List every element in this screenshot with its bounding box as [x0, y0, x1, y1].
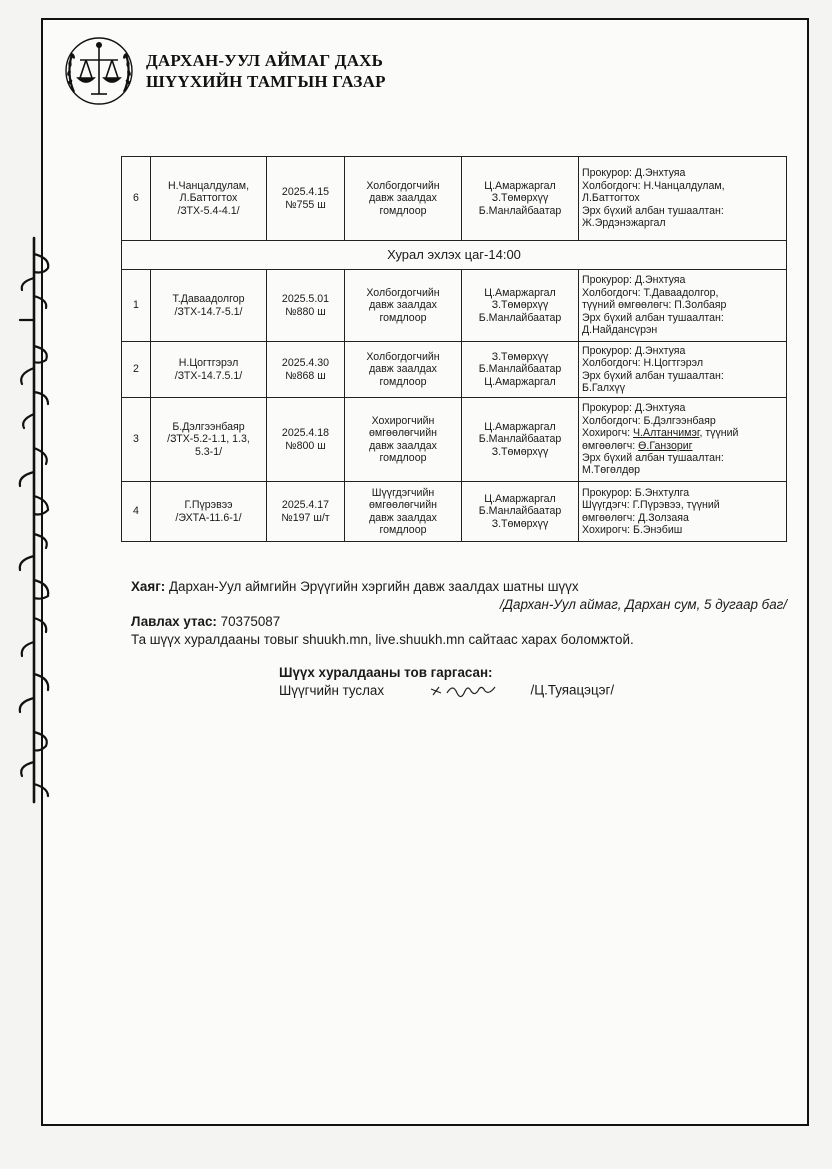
appeal-type-cell [345, 398, 462, 482]
appeal-type-line: Хохирогчийн [371, 414, 435, 427]
party-cell [151, 157, 267, 241]
attendees-line: Д.Найдансүрэн [582, 324, 658, 337]
attendees-cell [579, 342, 787, 398]
attendees-line: Хохирогч: Ч.Алтанчимэг, түүний [582, 427, 739, 440]
attendees-line: Эрх бүхий албан тушаалтан: [582, 311, 724, 324]
judges-line: Ц.Амаржаргал [484, 492, 556, 505]
case-ref-cell [267, 342, 345, 398]
party-cell [151, 342, 267, 398]
judges-cell [462, 482, 579, 542]
case-number-cell: 2 [122, 342, 151, 398]
judges-line: Ц.Амаржаргал [484, 375, 556, 388]
address-line [131, 578, 791, 596]
table-row [122, 482, 787, 542]
underlined-name: Ө.Ганзориг [638, 439, 693, 452]
attendees-line: өмгөөлөгч: Ө.Ганзориг [582, 439, 693, 452]
phone-label: Лавлах утас: [131, 614, 217, 629]
table-row [122, 157, 787, 241]
appeal-type-cell [345, 342, 462, 398]
appeal-type-line: Холбогдогчийн [366, 350, 440, 363]
signer-name: /Ц.Туяацэцэг/ [530, 682, 615, 698]
case-ref-line: №868 ш [285, 369, 326, 382]
party-line: Н.Чанцалдулам, [167, 179, 250, 192]
party-line: /ЗТХ-5.4-4.1/ [177, 204, 240, 217]
party-cell [151, 270, 267, 342]
organization-name [146, 50, 386, 92]
judges-line: Б.Манлайбаатар [478, 363, 562, 376]
case-ref-cell [267, 398, 345, 482]
attendees-line: өмгөөлөгч: Д.Золзаяа [582, 511, 689, 524]
appeal-type-line: давж заалдах [369, 439, 437, 452]
session-start-row [122, 241, 787, 270]
attendees-line: Эрх бүхий албан тушаалтан: [582, 451, 724, 464]
attendees-line: Прокурор: Д.Энхтуяа [582, 344, 686, 357]
appeal-type-line: өмгөөлөгчийн [369, 427, 437, 440]
case-number-cell: 1 [122, 270, 151, 342]
judges-line: Ц.Амаржаргал [484, 286, 556, 299]
mongolian-vertical-script-icon [4, 234, 60, 806]
case-ref-line: 2025.4.18 [281, 427, 330, 440]
appeal-type-line: гомдлоор [379, 523, 427, 536]
appeal-type-line: гомдлоор [379, 451, 427, 464]
attendees-line: түүний өмгөөлөгч: П.Золбаяр [582, 299, 727, 312]
appeal-type-line: гомдлоор [379, 311, 427, 324]
judges-line: З.Төмөрхүү [491, 445, 549, 458]
attendees-line: Эрх бүхий албан тушаалтан: [582, 369, 724, 382]
case-ref-line: №197 ш/т [281, 511, 330, 524]
case-number-cell: 3 [122, 398, 151, 482]
case-ref-line: №755 ш [285, 198, 326, 211]
attendees-line: Хохирогч: Б.Энэбиш [582, 523, 683, 536]
judges-line: З.Төмөрхүү [491, 299, 549, 312]
party-line: 5.3-1/ [194, 445, 223, 458]
party-cell [151, 482, 267, 542]
phone-value: 70375087 [220, 614, 281, 629]
attendees-cell [579, 157, 787, 241]
appeal-type-cell [345, 270, 462, 342]
judges-line: Б.Манлайбаатар [478, 433, 562, 446]
session-start-time: Хурал эхлэх цаг-14:00 [122, 241, 787, 270]
attendees-line: Прокурор: Д.Энхтуяа [582, 402, 686, 415]
signature-line [279, 681, 614, 701]
party-line: /ЗТХ-14.7-5.1/ [174, 305, 243, 318]
judges-line: Б.Манлайбаатар [478, 505, 562, 518]
attendees-line: Холбогдогч: Н.Чанцалдулам, [582, 179, 725, 192]
party-line: /ЭХТА-11.6-1/ [175, 511, 242, 524]
appeal-type-line: давж заалдах [369, 299, 437, 312]
case-ref-cell [267, 270, 345, 342]
website-note: Та шүүх хуралдааны товыг shuukh.mn, live.shuukh.mn сайтаас харах боломжтой. [131, 631, 634, 647]
appeal-type-line: Холбогдогчийн [366, 179, 440, 192]
attendees-cell [579, 398, 787, 482]
appeal-type-line: давж заалдах [369, 363, 437, 376]
appeal-type-cell [345, 482, 462, 542]
hearing-schedule-table [121, 156, 787, 542]
party-cell [151, 398, 267, 482]
attendees-line: Б.Галхүү [582, 381, 626, 394]
attendees-line: Л.Баттогтох [582, 192, 640, 205]
judges-line: З.Төмөрхүү [491, 517, 549, 530]
judges-line: З.Төмөрхүү [491, 192, 549, 205]
party-line: Л.Баттогтох [179, 192, 238, 205]
case-number-cell: 6 [122, 157, 151, 241]
attendees-line: Холбогдогч: Н.Цогтгэрэл [582, 357, 704, 370]
scales-of-justice-emblem-icon [60, 34, 138, 108]
attendees-line: М.Төгөлдөр [582, 464, 641, 477]
attendees-line: Холбогдогч: Т.Даваадолгор, [582, 286, 719, 299]
address-text: Дархан-Уул аймгийн Эрүүгийн хэргийн давж заалдах шатны шүүх [168, 579, 579, 594]
case-ref-cell [267, 157, 345, 241]
attendees-line: Эрх бүхий албан тушаалтан: [582, 204, 724, 217]
table-row [122, 342, 787, 398]
attendees-line: Холбогдогч: Б.Дэлгээнбаяр [582, 414, 716, 427]
attendees-line: Шүүгдэгч: Г.Пүрэвээ, түүний [582, 499, 720, 512]
address-location: /Дархан-Уул аймаг, Дархан сум, 5 дугаар баг/ [499, 596, 787, 612]
party-line: Н.Цогтгэрэл [178, 357, 239, 370]
case-ref-line: №800 ш [285, 439, 326, 452]
org-name-line2: ШҮҮХИЙН ТАМГЫН ГАЗАР [146, 72, 386, 91]
case-ref-line: №880 ш [285, 305, 326, 318]
judges-line: Б.Манлайбаатар [478, 204, 562, 217]
case-ref-cell [267, 482, 345, 542]
attendees-cell [579, 270, 787, 342]
phone-line [131, 613, 791, 631]
signer-role: Шүүгчийн туслах [279, 682, 385, 698]
appeal-type-line: Холбогдогчийн [366, 286, 440, 299]
appeal-type-line: давж заалдах [369, 192, 437, 205]
case-ref-line: 2025.4.17 [281, 499, 330, 512]
party-line: Т.Даваадолгор [172, 293, 245, 306]
case-ref-line: 2025.4.30 [281, 357, 330, 370]
footer [131, 578, 791, 648]
org-name-line1: ДАРХАН-УУЛ АЙМАГ ДАХЬ [146, 51, 384, 70]
appeal-type-line: давж заалдах [369, 511, 437, 524]
case-ref-line: 2025.5.01 [281, 293, 330, 306]
party-line: Г.Пүрэвээ [184, 499, 233, 512]
attendees-cell [579, 482, 787, 542]
appeal-type-line: өмгөөлөгчийн [369, 499, 437, 512]
judges-cell [462, 157, 579, 241]
judges-cell [462, 270, 579, 342]
appeal-type-cell [345, 157, 462, 241]
attendees-line: Прокурор: Б.Энхтулга [582, 486, 690, 499]
judges-line: Б.Манлайбаатар [478, 311, 562, 324]
signature-block [279, 664, 614, 701]
handwritten-signature-icon [429, 681, 509, 701]
judges-line: З.Төмөрхүү [491, 350, 549, 363]
judges-cell [462, 342, 579, 398]
case-number-cell: 4 [122, 482, 151, 542]
signature-title: Шүүх хуралдааны тов гаргасан: [279, 665, 493, 680]
attendees-line: Прокурор: Д.Энхтуяа [582, 167, 686, 180]
judges-cell [462, 398, 579, 482]
case-ref-line: 2025.4.15 [281, 186, 330, 199]
party-line: /ЗТХ-5.2-1.1, 1.3, [167, 433, 250, 446]
attendees-line: Прокурор: Д.Энхтуяа [582, 274, 686, 287]
table-row [122, 398, 787, 482]
party-line: Б.Дэлгээнбаяр [172, 420, 245, 433]
attendees-line: Ж.Эрдэнэжаргал [582, 217, 666, 230]
appeal-type-line: гомдлоор [379, 204, 427, 217]
table-row [122, 270, 787, 342]
underlined-name: Ч.Алтанчимэг [633, 427, 700, 440]
address-label: Хаяг: [131, 579, 166, 594]
judges-line: Ц.Амаржаргал [484, 179, 556, 192]
appeal-type-line: гомдлоор [379, 375, 427, 388]
party-line: /ЗТХ-14.7.5.1/ [174, 369, 243, 382]
appeal-type-line: Шүүгдэгчийн [371, 486, 435, 499]
judges-line: Ц.Амаржаргал [484, 420, 556, 433]
